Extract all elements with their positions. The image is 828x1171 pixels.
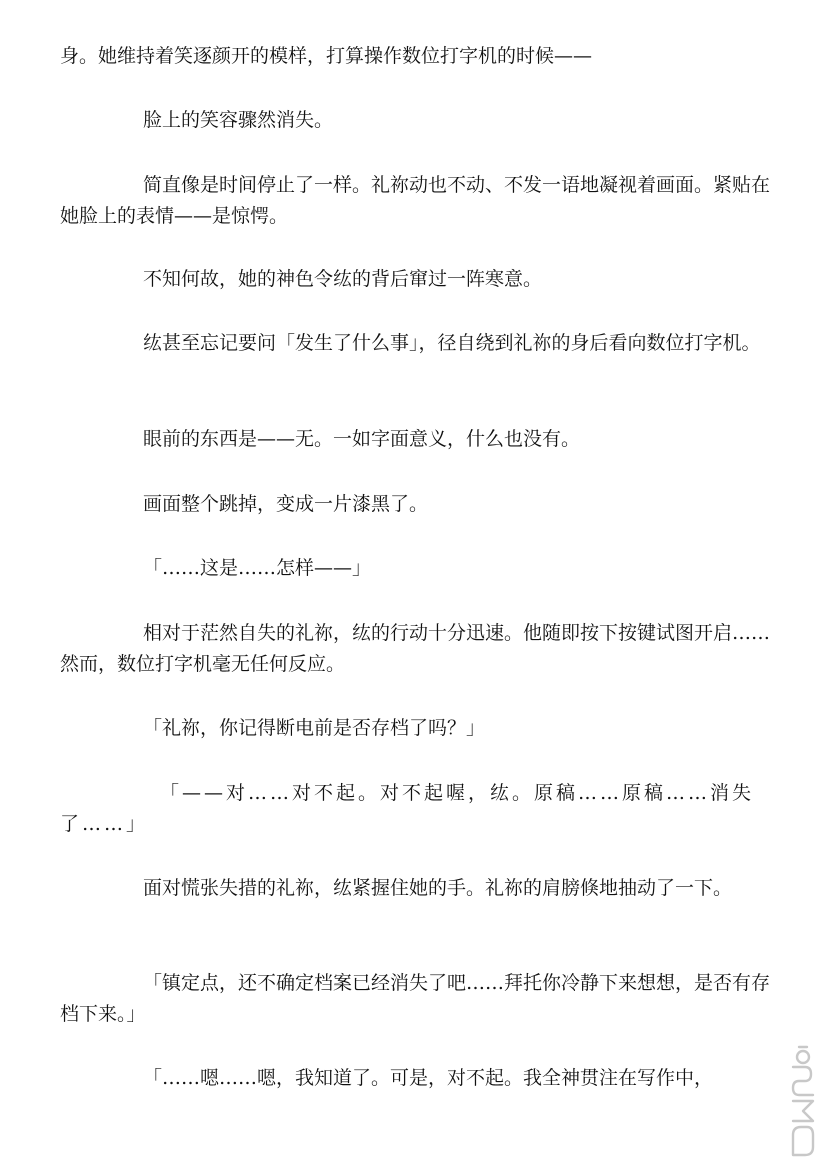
- paragraph-11: 「——对……对不起。对不起喔，纮。原稿……原稿……消失了……」: [60, 782, 755, 835]
- paragraph-9: 相对于茫然自失的礼祢，纮的行动十分迅速。他随即按下按键试图开启……然而，数位打字机毫无任何反应。: [60, 622, 771, 675]
- paragraph-8: 「……这是……怎样——」: [143, 557, 372, 579]
- paragraph-10: 「礼祢，你记得断电前是否存档了吗？」: [143, 717, 486, 739]
- paragraph-6: 眼前的东西是——无。一如字面意义，什么也没有。: [143, 428, 581, 450]
- paragraph-13: 「镇定点，还不确定档案已经消失了吧……拜托你冷静下来想想，是否有存档下来。」: [60, 972, 771, 1025]
- paragraph-5: 纮甚至忘记要问「发生了什么事」，径自绕到礼祢的身后看向数位打字机。: [143, 332, 761, 354]
- paragraph-12: 面对慌张失措的礼祢，纮紧握住她的手。礼祢的肩膀倏地抽动了一下。: [143, 877, 733, 899]
- paragraph-14: 「……嗯……嗯，我知道了。可是，对不起。我全神贯注在写作中，: [143, 1067, 714, 1089]
- paragraph-3: 简直像是时间停止了一样。礼祢动也不动、不发一语地凝视着画面。紧贴在她脸上的表情——是惊愕。: [60, 174, 771, 227]
- paragraph-1: 身。她维持着笑逐颜开的模样，打算操作数位打字机的时候——: [60, 45, 593, 67]
- paragraph-4: 不知何故，她的神色令纮的背后窜过一阵寒意。: [143, 268, 543, 290]
- watermark-logo: [784, 1041, 820, 1161]
- paragraph-7: 画面整个跳掉，变成一片漆黑了。: [143, 493, 429, 515]
- paragraph-2: 脸上的笑容骤然消失。: [143, 109, 334, 131]
- dm5-logo-icon: [785, 1043, 819, 1161]
